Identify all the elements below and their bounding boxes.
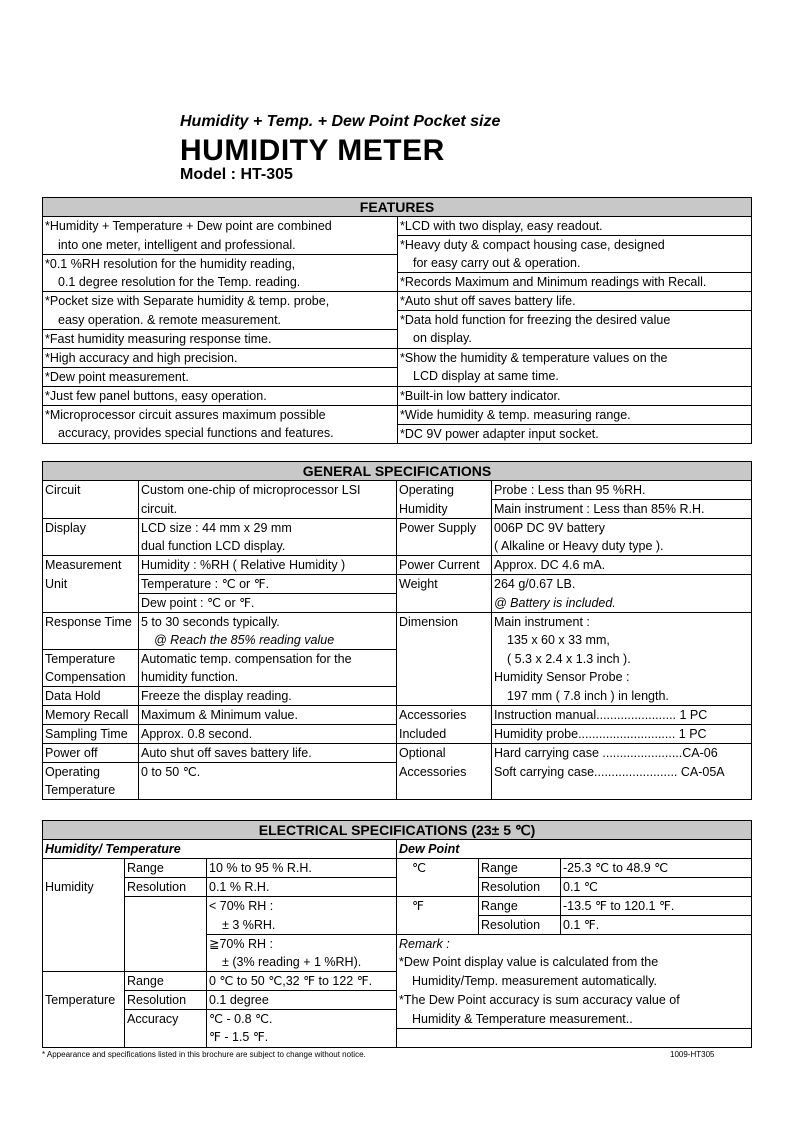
spec-value: Humidity : %RH ( Relative Humidity ) — [139, 556, 397, 575]
elec-label: Resolution — [125, 878, 207, 897]
general-heading: GENERAL SPECIFICATIONS — [43, 462, 752, 481]
feature-line: into one meter, intelligent and professional. — [43, 236, 398, 255]
spec-value: Probe : Less than 95 %RH. — [492, 481, 752, 500]
spec-value: 5 to 30 seconds typically. — [139, 613, 397, 632]
spec-label: Humidity — [397, 500, 492, 519]
spec-value: Soft carrying case........................ CA-05A — [492, 763, 752, 782]
elec-label: Resolution — [479, 878, 561, 897]
spec-value: 197 mm ( 7.8 inch ) in length. — [492, 687, 752, 706]
spec-label: Temperature — [43, 781, 139, 800]
spec-label: Circuit — [43, 481, 139, 500]
feature-line: 0.1 degree resolution for the Temp. reading. — [43, 273, 398, 292]
feature-line: *Humidity + Temperature + Dew point are combined — [43, 217, 398, 236]
spec-value: Instruction manual....................... 1 PC — [492, 706, 752, 725]
spec-label: Unit — [43, 575, 139, 594]
spec-label: Weight — [397, 575, 492, 594]
spec-label: Sampling Time — [43, 725, 139, 744]
spec-label: Accessories — [397, 763, 492, 782]
spec-value: Custom one-chip of microprocessor LSI — [139, 481, 397, 500]
spec-value: @ Battery is included. — [492, 594, 752, 613]
spec-label: Measurement — [43, 556, 139, 575]
elec-value: ℃ - 0.8 ℃. — [207, 1010, 397, 1029]
feature-line: easy operation. & remote measurement. — [43, 311, 398, 330]
elec-value: 10 % to 95 % R.H. — [207, 859, 397, 878]
elec-value: 0.1 ℃ — [561, 878, 752, 897]
dew-unit: ℃ — [397, 859, 479, 878]
spec-label: Operating — [397, 481, 492, 500]
elec-value: ± (3% reading + 1 %RH). — [207, 953, 397, 972]
spec-value: Dew point : ℃ or ℉. — [139, 594, 397, 613]
general-specs-table — [42, 461, 752, 800]
spec-value: humidity function. — [139, 668, 397, 687]
spec-value: Approx. DC 4.6 mA. — [492, 556, 752, 575]
feature-line: *Microprocessor circuit assures maximum possible — [43, 405, 398, 424]
feature-line: *Fast humidity measuring response time. — [43, 329, 398, 348]
feature-line: *Dew point measurement. — [43, 367, 398, 386]
spec-value: 135 x 60 x 33 mm, — [492, 631, 752, 650]
spec-value: Temperature : ℃ or ℉. — [139, 575, 397, 594]
elec-value: ℉ - 1.5 ℉. — [207, 1028, 397, 1047]
spec-value: 264 g/0.67 LB. — [492, 575, 752, 594]
feature-line: on display. — [398, 329, 752, 348]
spec-label: Power off — [43, 744, 139, 763]
feature-line: *DC 9V power adapter input socket. — [398, 424, 752, 443]
elec-label: Resolution — [125, 991, 207, 1010]
spec-label: Compensation — [43, 668, 139, 687]
spec-label: Power Current — [397, 556, 492, 575]
remark-line: Humidity & Temperature measurement.. — [397, 1010, 752, 1029]
spec-value: Hard carrying case .......................CA-06 — [492, 744, 752, 763]
elec-value: -25.3 ℃ to 48.9 ℃ — [561, 859, 752, 878]
spec-label: Memory Recall — [43, 706, 139, 725]
subtitle: Humidity + Temp. + Dew Point Pocket size — [180, 113, 501, 130]
elec-label: Accuracy — [125, 1010, 207, 1029]
elec-value: ≧70% RH : — [207, 935, 397, 954]
spec-value: circuit. — [139, 500, 397, 519]
spec-value: Main instrument : — [492, 613, 752, 632]
elec-value: 0.1 % R.H. — [207, 878, 397, 897]
elec-value: -13.5 ℉ to 120.1 ℉. — [561, 897, 752, 916]
spec-label: Display — [43, 519, 139, 538]
dew-point-heading: Dew Point — [397, 840, 752, 859]
spec-value: Maximum & Minimum value. — [139, 706, 397, 725]
feature-line: *Pocket size with Separate humidity & temp. probe, — [43, 292, 398, 311]
remark-line: Humidity/Temp. measurement automatically. — [397, 972, 752, 991]
spec-label: Optional — [397, 744, 492, 763]
feature-line: LCD display at same time. — [398, 367, 752, 386]
spec-value: Main instrument : Less than 85% R.H. — [492, 500, 752, 519]
spec-value: Auto shut off saves battery life. — [139, 744, 397, 763]
electrical-specs-table — [42, 820, 752, 1048]
feature-line: *Wide humidity & temp. measuring range. — [398, 405, 752, 424]
spec-value: 006P DC 9V battery — [492, 519, 752, 538]
elec-value: < 70% RH : — [207, 897, 397, 916]
spec-label: Temperature — [43, 650, 139, 669]
spec-value: dual function LCD display. — [139, 537, 397, 556]
spec-label: Included — [397, 725, 492, 744]
feature-line: *Show the humidity & temperature values on the — [398, 348, 752, 367]
spec-label: Accessories — [397, 706, 492, 725]
spec-value: ( Alkaline or Heavy duty type ). — [492, 537, 752, 556]
spec-value: ( 5.3 x 2.4 x 1.3 inch ). — [492, 650, 752, 669]
elec-label: Temperature — [43, 991, 125, 1010]
elec-label: Range — [125, 972, 207, 991]
feature-line: *Records Maximum and Minimum readings with Recall. — [398, 273, 752, 292]
spec-value: Humidity probe............................ 1 PC — [492, 725, 752, 744]
feature-line: *Just few panel buttons, easy operation. — [43, 386, 398, 405]
model-number: Model : HT-305 — [180, 166, 293, 183]
spec-label: Data Hold — [43, 687, 139, 706]
elec-label: Range — [125, 859, 207, 878]
elec-label: Range — [479, 859, 561, 878]
document-code: 1009-HT305 — [670, 1050, 715, 1059]
spec-value: @ Reach the 85% reading value — [139, 631, 397, 650]
feature-line: *0.1 %RH resolution for the humidity reading, — [43, 254, 398, 273]
elec-value: ± 3 %RH. — [207, 916, 397, 935]
footer-note: * Appearance and specifications listed in this brochure are subject to change without notice. — [42, 1050, 366, 1059]
spec-value: 0 to 50 ℃. — [139, 763, 397, 782]
feature-line: for easy carry out & operation. — [398, 254, 752, 273]
elec-value: 0.1 ℉. — [561, 916, 752, 935]
elec-value: 0 ℃ to 50 ℃,32 ℉ to 122 ℉. — [207, 972, 397, 991]
humidity-temperature-heading: Humidity/ Temperature — [43, 840, 397, 859]
feature-line: *Built-in low battery indicator. — [398, 386, 752, 405]
elec-label: Resolution — [479, 916, 561, 935]
elec-label: Range — [479, 897, 561, 916]
spec-label: Response Time — [43, 613, 139, 632]
dew-unit: ℉ — [397, 897, 479, 916]
elec-label: Humidity — [43, 878, 125, 897]
feature-line: *High accuracy and high precision. — [43, 348, 398, 367]
page-title: HUMIDITY METER — [180, 134, 445, 167]
spec-label: Power Supply — [397, 519, 492, 538]
spec-value: Approx. 0.8 second. — [139, 725, 397, 744]
remark-line: *Dew Point display value is calculated from the — [397, 953, 752, 972]
spec-value: LCD size : 44 mm x 29 mm — [139, 519, 397, 538]
remark-line: *The Dew Point accuracy is sum accuracy value of — [397, 991, 752, 1010]
spec-label: Operating — [43, 763, 139, 782]
features-heading: FEATURES — [43, 198, 752, 217]
spec-value: Freeze the display reading. — [139, 687, 397, 706]
feature-line: accuracy, provides special functions and features. — [43, 424, 398, 443]
elec-value: 0.1 degree — [207, 991, 397, 1010]
feature-line: *Auto shut off saves battery life. — [398, 292, 752, 311]
spec-value: Humidity Sensor Probe : — [492, 668, 752, 687]
feature-line: *Heavy duty & compact housing case, designed — [398, 236, 752, 255]
remark-label: Remark : — [397, 935, 752, 954]
feature-line: *LCD with two display, easy readout. — [398, 217, 752, 236]
spec-label: Dimension — [397, 613, 492, 632]
features-table — [42, 197, 752, 444]
spec-value: Automatic temp. compensation for the — [139, 650, 397, 669]
electrical-heading: ELECTRICAL SPECIFICATIONS (23± 5 ℃) — [43, 821, 752, 840]
feature-line: *Data hold function for freezing the desired value — [398, 311, 752, 330]
